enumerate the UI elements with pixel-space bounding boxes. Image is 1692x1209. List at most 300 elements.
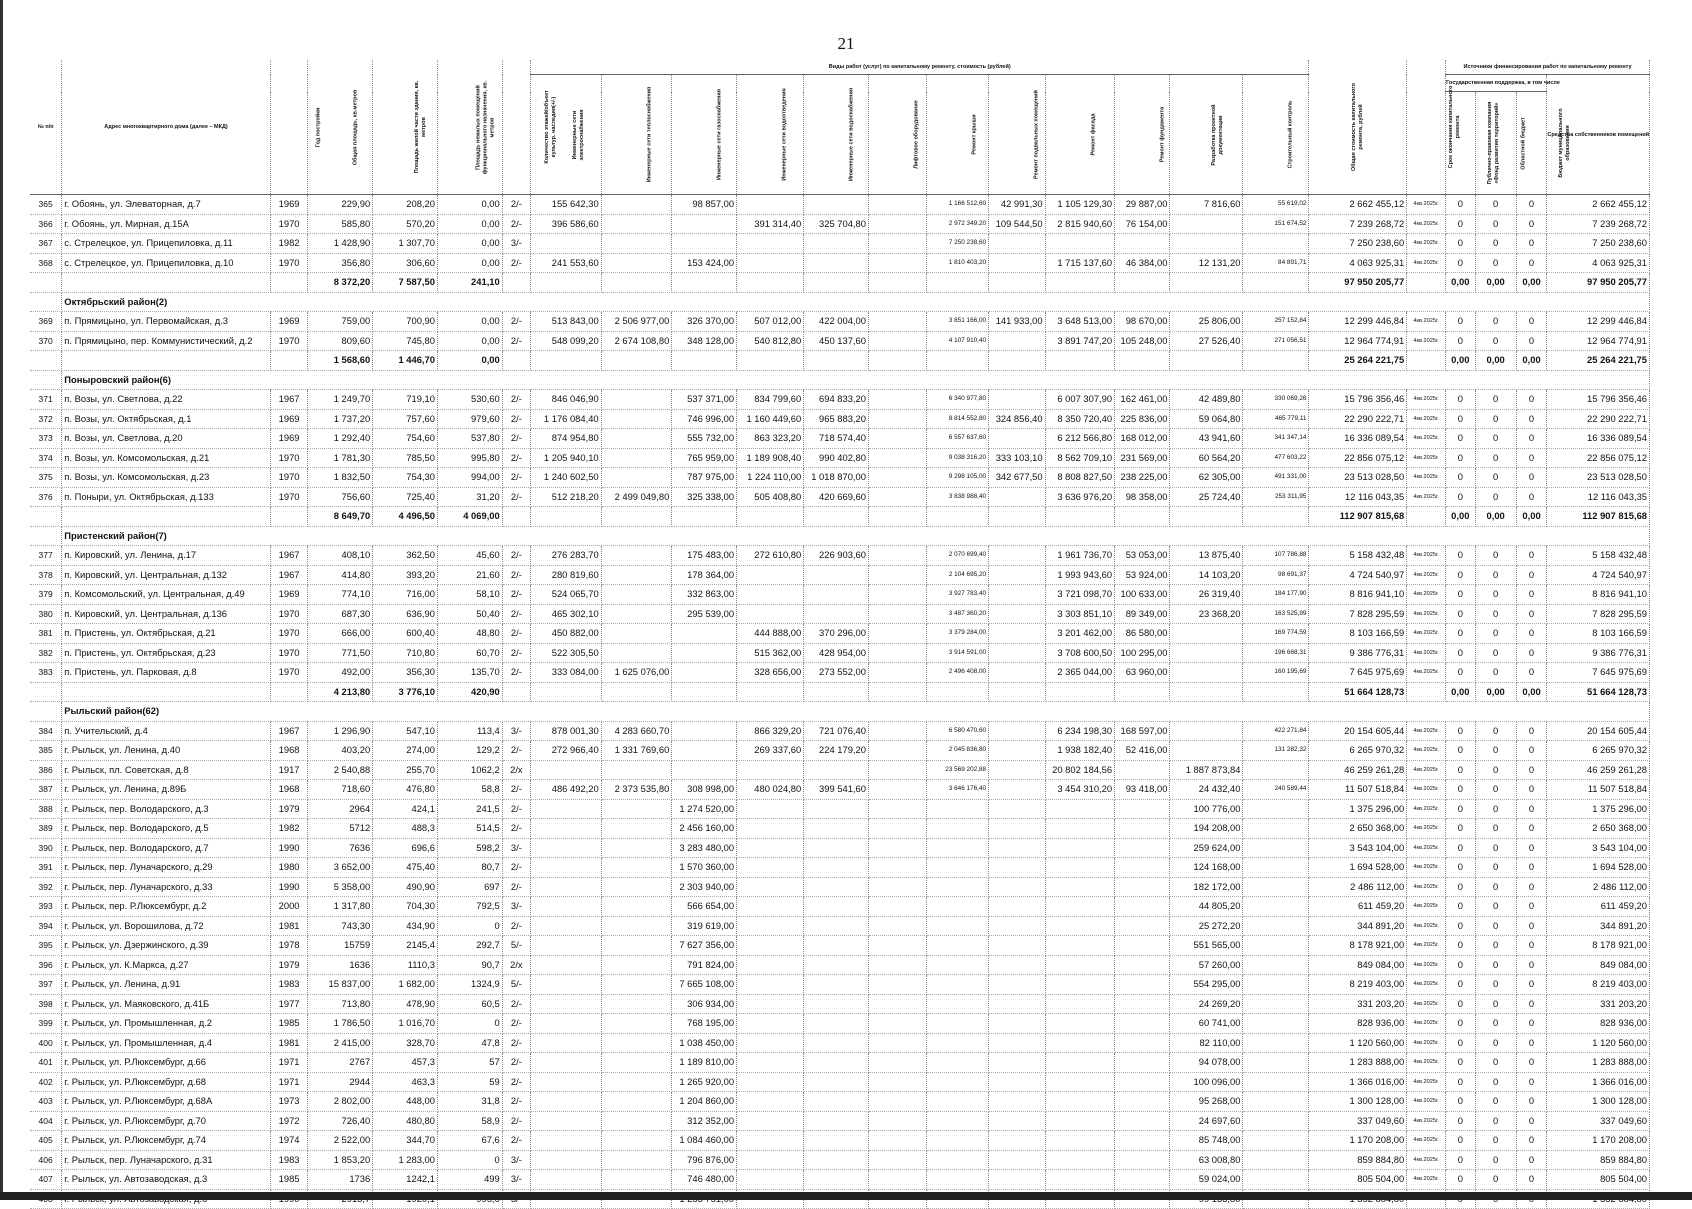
row-number: 396: [30, 955, 62, 975]
facade-cost: [1045, 955, 1114, 975]
nonres-area: 67,6: [437, 1131, 502, 1151]
floors: 2/-: [502, 429, 530, 449]
lift-cost: [868, 604, 926, 624]
living-area: 463,3: [373, 1072, 438, 1092]
subtotal-row: [30, 351, 1650, 371]
header-term: Срок окончания капитального ремонта: [1407, 60, 1446, 195]
foundation-cost: 52 416,00: [1115, 741, 1170, 761]
living-area: 478,90: [373, 994, 438, 1014]
gas-cost: [672, 721, 737, 741]
basement-cost: [989, 1072, 1046, 1092]
roof-cost: [926, 1014, 988, 1034]
design-cost: 100 776,00: [1170, 799, 1243, 819]
row-number: 387: [30, 780, 62, 800]
total-area: 2 540,88: [308, 760, 373, 780]
subtotal-row-number: [30, 273, 62, 293]
gas-cost: 7 665 108,00: [672, 975, 737, 995]
living-area: 208,20: [373, 195, 438, 215]
header-total-area: Общая площадь, кв.метров: [308, 60, 373, 195]
term: 4кв.2025г.: [1407, 331, 1446, 351]
header-num: № п/п: [30, 60, 62, 195]
year: 1969: [270, 312, 308, 332]
owners-funds: 6 265 970,32: [1547, 741, 1650, 761]
roof-cost: [926, 1053, 988, 1073]
nonres-area: 0,00: [437, 253, 502, 273]
region-share: 0: [1475, 604, 1516, 624]
muni-share: 0: [1516, 741, 1547, 761]
floors: 2/-: [502, 487, 530, 507]
living-area: 725,40: [373, 487, 438, 507]
table-row: [30, 448, 1650, 468]
term: 4кв.2025г.: [1407, 799, 1446, 819]
muni-share: 0: [1516, 312, 1547, 332]
design-cost: 23 368,20: [1170, 604, 1243, 624]
owners-funds: 849 084,00: [1547, 955, 1650, 975]
roof-cost: [926, 838, 988, 858]
heat-cost: [601, 994, 672, 1014]
lift-cost: [868, 663, 926, 683]
total-cost: 22 290 222,71: [1309, 409, 1407, 429]
total-area: 1636: [308, 955, 373, 975]
water-cost: 399 541,60: [804, 780, 869, 800]
header-facade: Ремонт фасада: [1045, 75, 1114, 195]
address: п. Прямицыно, ул. Первомайская, д.3: [62, 312, 270, 332]
sewer-cost: [737, 975, 804, 995]
owners-funds: 3 543 104,00: [1547, 838, 1650, 858]
year: 1968: [270, 780, 308, 800]
sewer-cost: 269 337,60: [737, 741, 804, 761]
row-number: 400: [30, 1033, 62, 1053]
roof-cost: 3 646 176,40: [926, 780, 988, 800]
lift-cost: [868, 897, 926, 917]
total-cost: 1 120 560,00: [1309, 1033, 1407, 1053]
region-share: 0: [1475, 897, 1516, 917]
living-area: 696,6: [373, 838, 438, 858]
floors: 3/-: [502, 897, 530, 917]
subtotal-muni-share: 0,00: [1516, 351, 1547, 371]
total-area: 414,80: [308, 565, 373, 585]
table-row: [30, 195, 1650, 215]
gas-cost: 178 364,00: [672, 565, 737, 585]
roof-cost: 3 487 360,20: [926, 604, 988, 624]
term: 4кв.2025г.: [1407, 624, 1446, 644]
subtotal-nonres-area: 420,90: [437, 682, 502, 702]
owners-funds: 20 154 605,44: [1547, 721, 1650, 741]
total-area: 408,10: [308, 546, 373, 566]
address: г. Рыльск, ул. К.Маркса, д.27: [62, 955, 270, 975]
design-cost: 554 295,00: [1170, 975, 1243, 995]
foundation-cost: 100 633,00: [1115, 585, 1170, 605]
owners-funds: 23 513 028,50: [1547, 468, 1650, 488]
subtotal-roof-cost: [926, 273, 988, 293]
gas-cost: 306 934,00: [672, 994, 737, 1014]
control-cost: 98 691,37: [1243, 565, 1309, 585]
total-cost: 8 219 403,00: [1309, 975, 1407, 995]
region-share: 0: [1475, 565, 1516, 585]
heat-cost: [601, 1033, 672, 1053]
term: 4кв.2025г.: [1407, 468, 1446, 488]
address: п. Возы, ул. Октябрьская, д.1: [62, 409, 270, 429]
address: п. Возы, ул. Светлова, д.22: [62, 390, 270, 410]
water-cost: 226 903,60: [804, 546, 869, 566]
subtotal-roof-cost: [926, 507, 988, 527]
roof-cost: [926, 1033, 988, 1053]
fund-share: 0: [1446, 585, 1475, 605]
total-area: 771,50: [308, 643, 373, 663]
foundation-cost: 53 053,00: [1115, 546, 1170, 566]
foundation-cost: 231 569,00: [1115, 448, 1170, 468]
design-cost: 12 131,20: [1170, 253, 1243, 273]
sewer-cost: 834 799,60: [737, 390, 804, 410]
living-area: 547,10: [373, 721, 438, 741]
facade-cost: 3 648 513,00: [1045, 312, 1114, 332]
total-cost: 12 116 043,35: [1309, 487, 1407, 507]
nonres-area: 58,9: [437, 1111, 502, 1131]
subtotal-year: [270, 507, 308, 527]
total-area: 1 853,20: [308, 1150, 373, 1170]
elec-cost: 272 966,40: [531, 741, 602, 761]
total-area: 585,80: [308, 214, 373, 234]
total-cost: 22 856 075,12: [1309, 448, 1407, 468]
water-cost: 370 296,00: [804, 624, 869, 644]
row-number: 379: [30, 585, 62, 605]
table-row: [30, 936, 1650, 956]
elec-cost: 1 240 602,50: [531, 468, 602, 488]
control-cost: 151 674,52: [1243, 214, 1309, 234]
owners-funds: 1 283 888,00: [1547, 1053, 1650, 1073]
sewer-cost: 863 323,20: [737, 429, 804, 449]
facade-cost: 2 365 044,00: [1045, 663, 1114, 683]
term: 4кв.2025г.: [1407, 975, 1446, 995]
address: п. Возы, ул. Комсомольская, д.21: [62, 448, 270, 468]
floors: 2/-: [502, 663, 530, 683]
roof-cost: 23 569 202,88: [926, 760, 988, 780]
region-share: 0: [1475, 1111, 1516, 1131]
basement-cost: [989, 604, 1046, 624]
lift-cost: [868, 565, 926, 585]
roof-cost: 2 496 408,00: [926, 663, 988, 683]
year: 1967: [270, 546, 308, 566]
region-share: 0: [1475, 624, 1516, 644]
foundation-cost: [1115, 799, 1170, 819]
lift-cost: [868, 643, 926, 663]
row-number: 388: [30, 799, 62, 819]
facade-cost: 8 808 827,50: [1045, 468, 1114, 488]
subtotal-fund-share: 0,00: [1446, 351, 1475, 371]
year: 1983: [270, 975, 308, 995]
owners-funds: 8 103 166,59: [1547, 624, 1650, 644]
facade-cost: [1045, 897, 1114, 917]
year: 1968: [270, 741, 308, 761]
owners-funds: 1 170 208,00: [1547, 1131, 1650, 1151]
row-number: 375: [30, 468, 62, 488]
water-cost: [804, 585, 869, 605]
total-area: 759,00: [308, 312, 373, 332]
muni-share: 0: [1516, 565, 1547, 585]
year: 1969: [270, 195, 308, 215]
total-cost: 6 265 970,32: [1309, 741, 1407, 761]
total-cost: 344 891,20: [1309, 916, 1407, 936]
facade-cost: [1045, 234, 1114, 254]
muni-share: 0: [1516, 799, 1547, 819]
total-cost: 859 884,80: [1309, 1150, 1407, 1170]
foundation-cost: [1115, 234, 1170, 254]
owners-funds: 859 884,80: [1547, 1150, 1650, 1170]
sewer-cost: [737, 838, 804, 858]
row-number: 380: [30, 604, 62, 624]
address: п. Пристень, ул. Октябрьская, д.21: [62, 624, 270, 644]
gas-cost: [672, 214, 737, 234]
fund-share: 0: [1446, 1092, 1475, 1112]
elec-cost: 486 492,20: [531, 780, 602, 800]
sewer-cost: 272 610,80: [737, 546, 804, 566]
muni-share: 0: [1516, 1033, 1547, 1053]
table-row: [30, 994, 1650, 1014]
muni-share: 0: [1516, 1170, 1547, 1190]
gas-cost: [672, 663, 737, 683]
owners-funds: 7 239 268,72: [1547, 214, 1650, 234]
design-cost: [1170, 741, 1243, 761]
basement-cost: [989, 858, 1046, 878]
row-number: 378: [30, 565, 62, 585]
owners-funds: 7 828 295,59: [1547, 604, 1650, 624]
subtotal-sewer-cost: [737, 351, 804, 371]
muni-share: 0: [1516, 760, 1547, 780]
living-area: 570,20: [373, 214, 438, 234]
table-row: [30, 838, 1650, 858]
design-cost: 25 806,00: [1170, 312, 1243, 332]
region-share: 0: [1475, 1033, 1516, 1053]
roof-cost: [926, 819, 988, 839]
fund-share: 0: [1446, 1033, 1475, 1053]
region-share: 0: [1475, 312, 1516, 332]
table-row: [30, 429, 1650, 449]
total-area: 403,20: [308, 741, 373, 761]
design-cost: [1170, 721, 1243, 741]
elec-cost: [531, 1111, 602, 1131]
lift-cost: [868, 1092, 926, 1112]
elec-cost: [531, 877, 602, 897]
address: г. Рыльск, ул. Маяковского, д.41Б: [62, 994, 270, 1014]
year: 1969: [270, 429, 308, 449]
floors: 2/-: [502, 799, 530, 819]
gas-cost: 768 195,00: [672, 1014, 737, 1034]
row-number: 399: [30, 1014, 62, 1034]
design-cost: 259 624,00: [1170, 838, 1243, 858]
facade-cost: [1045, 1014, 1114, 1034]
term: 4кв.2025г.: [1407, 1092, 1446, 1112]
foundation-cost: [1115, 819, 1170, 839]
subtotal-living-area: 3 776,10: [373, 682, 438, 702]
muni-share: 0: [1516, 819, 1547, 839]
header-fund: Публично-правовая компания «Фонд развития территорий»: [1446, 92, 1475, 195]
nonres-area: 135,70: [437, 663, 502, 683]
control-cost: 271 056,51: [1243, 331, 1309, 351]
subtotal-foundation-cost: [1115, 351, 1170, 371]
nonres-area: 292,7: [437, 936, 502, 956]
elec-cost: [531, 1014, 602, 1034]
subtotal-living-area: 4 496,50: [373, 507, 438, 527]
floors: 2/-: [502, 253, 530, 273]
gas-cost: 326 370,00: [672, 312, 737, 332]
muni-share: 0: [1516, 916, 1547, 936]
owners-funds: 331 203,20: [1547, 994, 1650, 1014]
capital-repair-table: [30, 60, 1650, 1209]
subtotal-design-cost: [1170, 682, 1243, 702]
water-cost: [804, 1092, 869, 1112]
floors: 2/-: [502, 1111, 530, 1131]
basement-cost: 141 933,00: [989, 312, 1046, 332]
floors: 3/-: [502, 1170, 530, 1190]
facade-cost: 3 201 462,00: [1045, 624, 1114, 644]
floors: 2/-: [502, 546, 530, 566]
lift-cost: [868, 1033, 926, 1053]
fund-share: 0: [1446, 1111, 1475, 1131]
year: 1979: [270, 799, 308, 819]
foundation-cost: [1115, 838, 1170, 858]
fund-share: 0: [1446, 565, 1475, 585]
basement-cost: 42 991,30: [989, 195, 1046, 215]
year: 1985: [270, 1014, 308, 1034]
elec-cost: [531, 1072, 602, 1092]
total-area: 492,00: [308, 663, 373, 683]
design-cost: 85 748,00: [1170, 1131, 1243, 1151]
roof-cost: [926, 897, 988, 917]
gas-cost: 1 084 460,00: [672, 1131, 737, 1151]
subtotal-water-cost: [804, 351, 869, 371]
row-number: 382: [30, 643, 62, 663]
heat-cost: 2 373 535,80: [601, 780, 672, 800]
control-cost: [1243, 838, 1309, 858]
facade-cost: 1 105 129,30: [1045, 195, 1114, 215]
fund-share: 0: [1446, 234, 1475, 254]
water-cost: [804, 1150, 869, 1170]
owners-funds: 1 120 560,00: [1547, 1033, 1650, 1053]
lift-cost: [868, 234, 926, 254]
owners-funds: 16 336 089,54: [1547, 429, 1650, 449]
design-cost: 1 887 873,84: [1170, 760, 1243, 780]
floors: 2/-: [502, 214, 530, 234]
table-row: [30, 643, 1650, 663]
living-area: 306,60: [373, 253, 438, 273]
roof-cost: 3 838 988,40: [926, 487, 988, 507]
lift-cost: [868, 468, 926, 488]
subtotal-facade-cost: [1045, 351, 1114, 371]
heat-cost: [601, 585, 672, 605]
water-cost: [804, 1170, 869, 1190]
facade-cost: [1045, 819, 1114, 839]
row-number: 371: [30, 390, 62, 410]
subtotal-region-share: 0,00: [1475, 351, 1516, 371]
nonres-area: 994,00: [437, 468, 502, 488]
header-basement: Ремонт подвальных помещений: [989, 75, 1046, 195]
living-area: 785,50: [373, 448, 438, 468]
muni-share: 0: [1516, 331, 1547, 351]
living-area: 754,30: [373, 468, 438, 488]
term: 4кв.2025г.: [1407, 663, 1446, 683]
design-cost: 182 172,00: [1170, 877, 1243, 897]
lift-cost: [868, 975, 926, 995]
floors: 2/-: [502, 604, 530, 624]
row-number: 404: [30, 1111, 62, 1131]
basement-cost: [989, 897, 1046, 917]
control-cost: 422 271,84: [1243, 721, 1309, 741]
nonres-area: 1324,9: [437, 975, 502, 995]
term: 4кв.2025г.: [1407, 858, 1446, 878]
fund-share: 0: [1446, 331, 1475, 351]
term: 4кв.2025г.: [1407, 1033, 1446, 1053]
nonres-area: 80,7: [437, 858, 502, 878]
total-area: 2944: [308, 1072, 373, 1092]
gas-cost: 787 975,00: [672, 468, 737, 488]
subtotal-facade-cost: [1045, 273, 1114, 293]
roof-cost: [926, 1111, 988, 1131]
address: г. Рыльск, пер. Р.Люксембург, д.2: [62, 897, 270, 917]
address: г. Рыльск, ул. Ленина, д.89Б: [62, 780, 270, 800]
row-number: 391: [30, 858, 62, 878]
table-row: [30, 253, 1650, 273]
basement-cost: [989, 721, 1046, 741]
table-row: [30, 1092, 1650, 1112]
roof-cost: 3 379 284,00: [926, 624, 988, 644]
control-cost: 477 603,22: [1243, 448, 1309, 468]
term: 4кв.2025г.: [1407, 604, 1446, 624]
subtotal-row-number: [30, 507, 62, 527]
term: 4кв.2025г.: [1407, 721, 1446, 741]
basement-cost: [989, 955, 1046, 975]
subtotal-control-cost: [1243, 507, 1309, 527]
address: п. Учительский, д.4: [62, 721, 270, 741]
foundation-cost: 238 225,00: [1115, 468, 1170, 488]
table-row: [30, 741, 1650, 761]
facade-cost: [1045, 1170, 1114, 1190]
region-share: 0: [1475, 799, 1516, 819]
row-number: 377: [30, 546, 62, 566]
row-number: 390: [30, 838, 62, 858]
subtotal-year: [270, 682, 308, 702]
water-cost: [804, 195, 869, 215]
living-area: 636,90: [373, 604, 438, 624]
row-number: 385: [30, 741, 62, 761]
table-row: [30, 975, 1650, 995]
fund-share: 0: [1446, 429, 1475, 449]
basement-cost: [989, 819, 1046, 839]
lift-cost: [868, 1170, 926, 1190]
subtotal-elec-cost: [531, 351, 602, 371]
fund-share: 0: [1446, 487, 1475, 507]
fund-share: 0: [1446, 624, 1475, 644]
term: 4кв.2025г.: [1407, 936, 1446, 956]
fund-share: 0: [1446, 409, 1475, 429]
district-name: Пристенский район(7): [62, 526, 1650, 546]
district-name: Поныровский район(6): [62, 370, 1650, 390]
living-area: 362,50: [373, 546, 438, 566]
heat-cost: [601, 838, 672, 858]
subtotal-owners-funds: 112 907 815,68: [1547, 507, 1650, 527]
foundation-cost: 98 670,00: [1115, 312, 1170, 332]
facade-cost: [1045, 994, 1114, 1014]
total-cost: 611 459,20: [1309, 897, 1407, 917]
foundation-cost: [1115, 1014, 1170, 1034]
year: 1969: [270, 585, 308, 605]
header-address: Адрес многоквартирного дома (далее – МКД): [62, 60, 270, 195]
lift-cost: [868, 799, 926, 819]
subtotal-term: [1407, 507, 1446, 527]
facade-cost: [1045, 975, 1114, 995]
year: 1981: [270, 1033, 308, 1053]
design-cost: [1170, 624, 1243, 644]
muni-share: 0: [1516, 409, 1547, 429]
